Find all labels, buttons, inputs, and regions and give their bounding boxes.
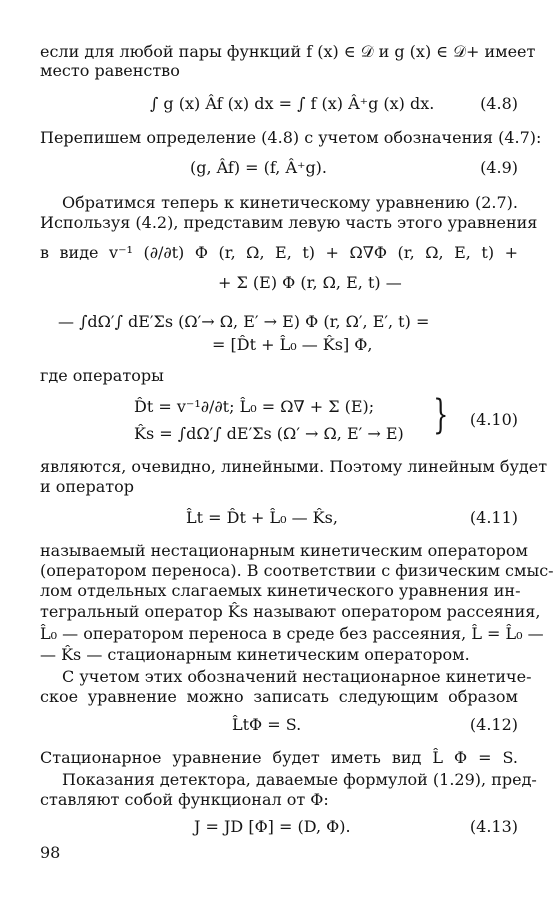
text-line: Обратимся теперь к кинетическому уравнению (2.7). [62, 193, 518, 212]
text-line: Стационарное уравнение будет иметь вид L̂ Φ = S. [40, 748, 518, 767]
text-line: ское уравнение можно записать следующим образом [40, 687, 518, 706]
equation-number: (4.9) [480, 158, 518, 177]
text-line: ставляют собой функционал от Φ: [40, 790, 329, 809]
equation-4-10-a: D̂t = v⁻¹∂/∂t; L̂₀ = Ω∇ + Σ (E); [134, 397, 375, 416]
text-line: если для любой пары функций f (x) ∈ 𝒟 и g (x) ∈ 𝒟+ имеет [40, 42, 536, 61]
equation-number: (4.10) [469, 410, 518, 429]
text-line: С учетом этих обозначений нестационарное кинетиче- [62, 667, 532, 686]
equation-4-11: L̂t = D̂t + L̂₀ — K̂s, [186, 508, 338, 527]
text-line: в виде v⁻¹ (∂/∂t) Φ (r, Ω, E, t) + Ω∇Φ (r, Ω, E, t) + [40, 243, 518, 262]
text-line: — K̂s — стационарным кинетическим оператором. [40, 645, 470, 664]
text-line: где операторы [40, 366, 164, 385]
text-line: (оператором переноса). В соответствии с физическим смыс- [40, 561, 554, 580]
equation-4-8: ∫ g (x) Âf (x) dx = ∫ f (x) Â⁺g (x) dx. [150, 94, 435, 113]
right-brace: } [433, 392, 449, 438]
text-line: место равенство [40, 61, 180, 80]
text-line: лом отдельных слагаемых кинетического уравнения ин- [40, 581, 521, 600]
equation-line: = [D̂t + L̂₀ — K̂s] Φ, [212, 335, 373, 354]
text-line: Показания детектора, даваемые формулой (1.29), пред- [62, 770, 537, 789]
equation-number: (4.13) [469, 817, 518, 836]
text-line: являются, очевидно, линейными. Поэтому линейным будет [40, 457, 548, 476]
equation-4-9: (g, Âf) = (f, Â⁺g). [190, 158, 328, 177]
equation-4-10-b: K̂s = ∫dΩ′∫ dE′Σs (Ω′ → Ω, E′ → E) [134, 424, 404, 443]
text-line: называемый нестационарным кинетическим оператором [40, 541, 528, 560]
equation-number: (4.12) [469, 715, 518, 734]
text-line: L̂₀ — оператором переноса в среде без рассеяния, L̂ = L̂₀ — [40, 624, 544, 643]
page-number: 98 [40, 843, 61, 862]
equation-number: (4.11) [469, 508, 518, 527]
equation-line: + Σ (E) Φ (r, Ω, E, t) — [218, 273, 402, 292]
equation-4-12: L̂tΦ = S. [232, 715, 302, 734]
equation-number: (4.8) [480, 94, 518, 113]
equation-line: — ∫dΩ′∫ dE′Σs (Ω′→ Ω, E′ → E) Φ (r, Ω′, E′, t) = [58, 312, 430, 331]
text-line: Перепишем определение (4.8) с учетом обозначения (4.7): [40, 128, 542, 147]
text-line: тегральный оператор K̂s называют оператором рассеяния, [40, 602, 541, 621]
equation-4-13: J = JD [Φ] = (D, Φ). [194, 817, 351, 836]
text-line: и оператор [40, 477, 135, 496]
text-line: Используя (4.2), представим левую часть этого уравнения [40, 213, 538, 232]
